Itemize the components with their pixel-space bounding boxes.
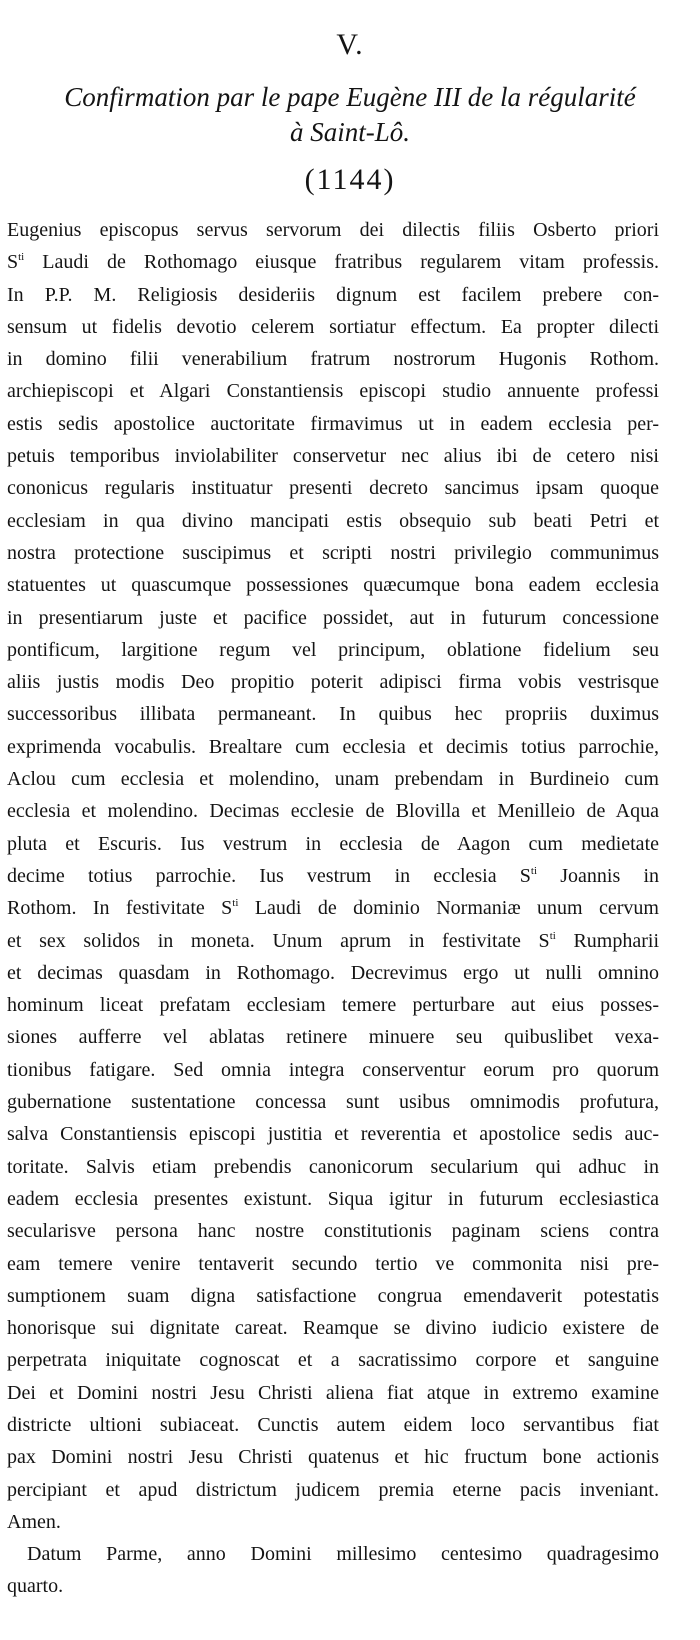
text-line: ecclesiam in qua divino mancipati estis obsequio sub beati Petri et <box>7 509 659 532</box>
text-line: hominum liceat prefatam ecclesiam temere perturbare aut eius posses- <box>7 994 659 1017</box>
text-line: salva Constantiensis episcopi justitia et reverentia et apostolice sedis auc- <box>7 1123 659 1146</box>
document-body <box>7 214 659 1603</box>
text-line: eadem ecclesia presentes existunt. Siqua igitur in futurum ecclesiastica <box>7 1187 659 1210</box>
text-line: et decimas quasdam in Rothomago. Decrevimus ergo ut nulli omnino <box>7 961 659 984</box>
text-line: decime totius parrochie. Ius vestrum in ecclesia $S^{ti}$ Joannis in <box>7 864 659 887</box>
text-line: estis sedis apostolice auctoritate firmavimus ut in eadem ecclesia per- <box>7 412 659 435</box>
text-line: cononicus regularis instituatur presenti decreto sancimus ipsam quoque <box>7 477 659 500</box>
text-line: in domino filii venerabilium fratrum nostrorum Hugonis Rothom. <box>7 348 659 371</box>
text-line: Datum Parme, anno Domini millesimo centesimo quadragesimo <box>27 1543 659 1566</box>
text-line: quarto. <box>7 1575 64 1598</box>
text-line: petuis temporibus inviolabiliter conservetur nec alius ibi de cetero nisi <box>7 445 659 468</box>
text-line: eam temere venire tentaverit secundo tertio ve commonita nisi pre- <box>7 1252 659 1275</box>
text-line: toritate. Salvis etiam prebendis canonicorum secularium qui adhuc in <box>7 1155 659 1178</box>
text-line: ecclesia et molendino. Decimas ecclesie de Blovilla et Menilleio de Aqua <box>7 800 659 823</box>
text-line: sensum ut fidelis devotio celerem sortiatur effectum. Ea propter dilecti <box>7 315 659 338</box>
text-line: gubernatione sustentatione concessa sunt usibus omnimodis profutura, <box>7 1091 659 1114</box>
text-line: districte ultioni subiaceat. Cunctis autem eidem loco servantibus fiat <box>7 1413 659 1436</box>
text-line: in presentiarum juste et pacifice possidet, aut in futurum concessione <box>7 606 659 629</box>
title-line: à Saint-Lô. <box>289 117 410 147</box>
document-date: (1144) <box>304 163 396 196</box>
text-line: pontificum, largitione regum vel principum, oblatione fidelium seu <box>7 638 659 661</box>
text-line: siones aufferre vel ablatas retinere minuere seu quibuslibet vexa- <box>7 1026 659 1049</box>
text-line: pluta et Escuris. Ius vestrum in ecclesia de Aagon cum medietate <box>7 832 659 855</box>
document-number: V. <box>336 28 364 61</box>
text-line: Dei et Domini nostri Jesu Christi aliena fiat atque in extremo examine <box>7 1381 659 1404</box>
text-line: perpetrata iniquitate cognoscat et a sacratissimo corpore et sanguine <box>7 1349 659 1372</box>
text-line: Aclou cum ecclesia et molendino, unam prebendam in Burdineio cum <box>7 768 659 791</box>
text-line: pax Domini nostri Jesu Christi quatenus et hic fructum bone actionis <box>7 1446 659 1469</box>
text-line: Rothom. In festivitate $S^{ti}$ Laudi de dominio Normaniæ unum cervum <box>7 897 659 920</box>
text-line: tionibus fatigare. Sed omnia integra conserventur eorum pro quorum <box>7 1058 659 1081</box>
text-line: nostra protectione suscipimus et scripti nostri privilegio communimus <box>7 541 659 564</box>
text-line: Amen. <box>7 1510 61 1533</box>
text-line: et sex solidos in moneta. Unum aprum in festivitate $S^{ti}$ Rumpharii <box>7 929 660 952</box>
text-line: archiepiscopi et Algari Constantiensis episcopi studio annuente professi <box>7 380 659 403</box>
text-line: honorisque sui dignitate careat. Reamque se divino iudicio existere de <box>7 1317 659 1340</box>
text-line: statuentes ut quascumque possessiones quæcumque bona eadem ecclesia <box>7 574 659 597</box>
title-line: Confirmation par le pape Eugène III de la régularité <box>64 82 636 112</box>
text-line: percipiant et apud districtum judicem premia eterne pacis inveniant. <box>7 1478 659 1501</box>
text-line: aliis justis modis Deo propitio poterit adipisci firma vobis vestrisque <box>7 671 659 694</box>
text-line: secularisve persona hanc nostre constitutionis paginam sciens contra <box>7 1220 659 1243</box>
text-line: sumptionem suam digna satisfactione congrua emendaverit potestatis <box>7 1284 659 1307</box>
text-line: exprimenda vocabulis. Brealtare cum ecclesia et decimis totius parrochie, <box>7 735 659 758</box>
text-line: $S^{ti}$ Laudi de Rothomago eiusque fratribus regularem vitam professis. <box>7 251 659 274</box>
text-line: In P.P. M. Religiosis desideriis dignum est facilem prebere con- <box>7 283 659 306</box>
text-line: Eugenius episcopus servus servorum dei dilectis filiis Osberto priori <box>7 219 659 241</box>
text-line: successoribus illibata permaneant. In quibus hec propriis duximus <box>7 703 659 726</box>
document-title <box>20 80 680 150</box>
